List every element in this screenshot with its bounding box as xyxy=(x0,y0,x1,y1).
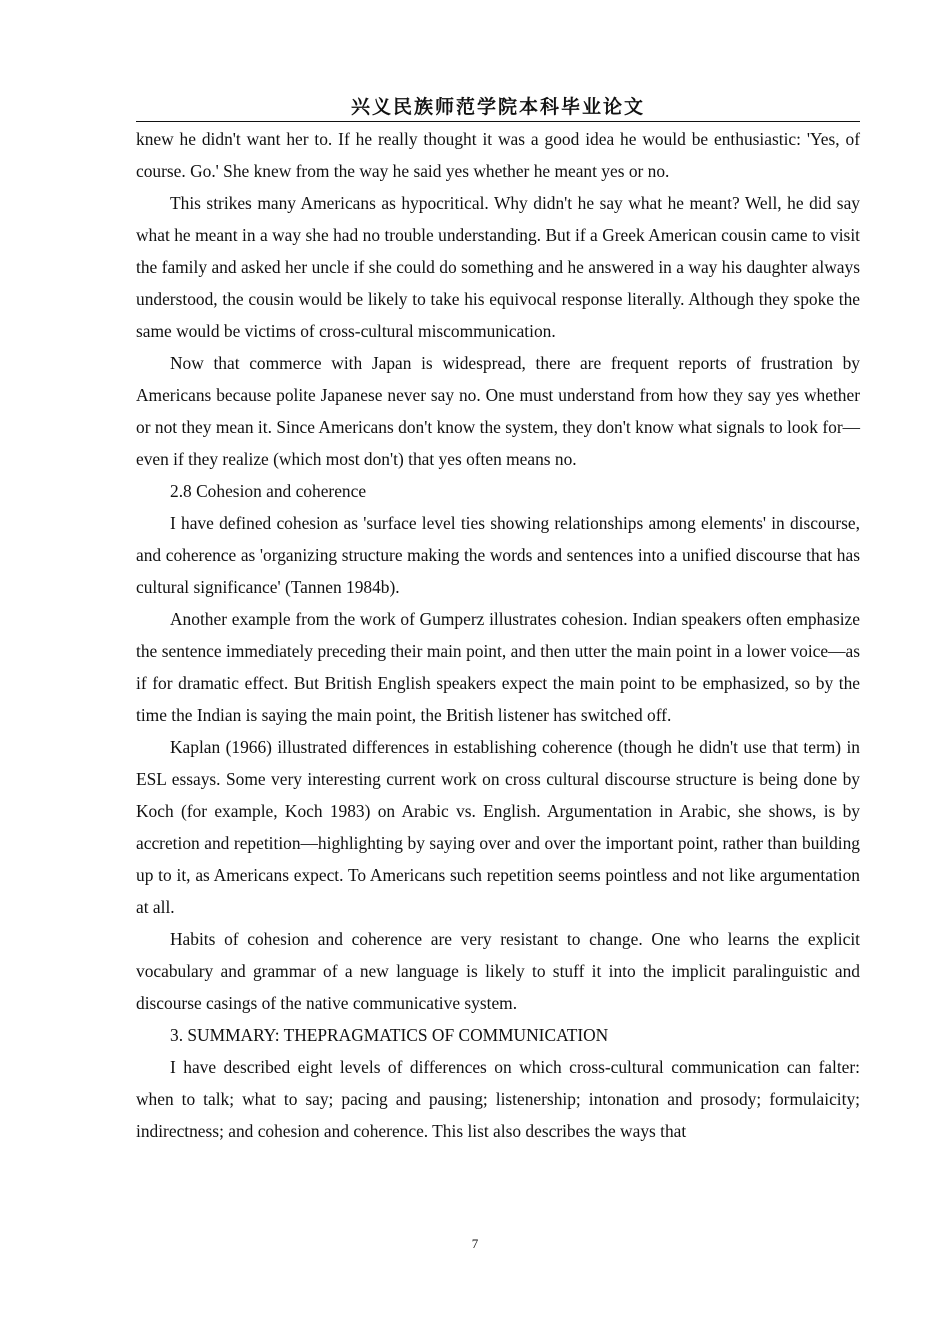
paragraph: Kaplan (1966) illustrated differences in establishing coherence (though he didn't use that term) in ESL essays. Some very interesting current work on cross cultural discourse structure is being done by Koch (for example, Koch 1983) on Arabic vs. English. Argumentation in Arabic, she shows, is by accretion and repetition—highlighting by saying over and over the important point, rather than building up to it, as Americans expect. To Americans such repetition seems pointless and not like argumentation at all. xyxy=(136,737,860,917)
paragraph: Another example from the work of Gumperz illustrates cohesion. Indian speakers often emphasize the sentence immediately preceding their main point, and then utter the main point in a lower voice—as if for dramatic effect. But British English speakers expect the main point to be emphasized, so by the time the Indian is saying the main point, the British listener has switched off. xyxy=(136,609,860,725)
paragraph: I have defined cohesion as 'surface level ties showing relationships among elements' in discourse, and coherence as 'organizing structure making the words and sentences into a unified discourse that has cultural significance' (Tannen 1984b). xyxy=(136,513,860,597)
paragraph: Now that commerce with Japan is widespread, there are frequent reports of frustration by Americans because polite Japanese never say no. One must understand from how they say yes whether or not they mean it. Since Americans don't know the system, they don't know what signals to look for—even if they realize (which most don't) that yes often means no. xyxy=(136,353,860,469)
paragraph: Habits of cohesion and coherence are very resistant to change. One who learns the explicit vocabulary and grammar of a new language is likely to stuff it into the implicit paralinguistic and discourse casings of the native communicative system. xyxy=(136,929,860,1013)
section-heading-3: 3. SUMMARY: THEPRAGMATICS OF COMMUNICATION xyxy=(170,1025,609,1045)
paragraph-continuation: knew he didn't want her to. If he really thought it was a good idea he would be enthusiastic: 'Yes, of course. Go.' She knew from the way he said yes whether he meant yes or no. xyxy=(136,129,860,181)
section-heading-2-8: 2.8 Cohesion and coherence xyxy=(170,481,367,501)
paragraph: I have described eight levels of differences on which cross-cultural communication can falter: when to talk; what to say; pacing and pausing; listenership; intonation and prosody; formulaicity; indirectness; and cohesion and coherence. This list also describes the ways that xyxy=(136,1057,860,1141)
page-header-title: 兴义民族师范学院本科毕业论文 xyxy=(350,96,645,118)
paragraph: This strikes many Americans as hypocritical. Why didn't he say what he meant? Well, he did say what he meant in a way she had no trouble understanding. But if a Greek American cousin came to visit the family and asked her uncle if she could do something and he answered in a way his daughter always understood, the cousin would be likely to take his equivocal response literally. Although they spoke the same would be victims of cross-cultural miscommunication. xyxy=(136,193,860,341)
page-number: 7 xyxy=(471,1236,479,1251)
header-rule xyxy=(136,121,860,122)
body-text xyxy=(136,123,860,1147)
